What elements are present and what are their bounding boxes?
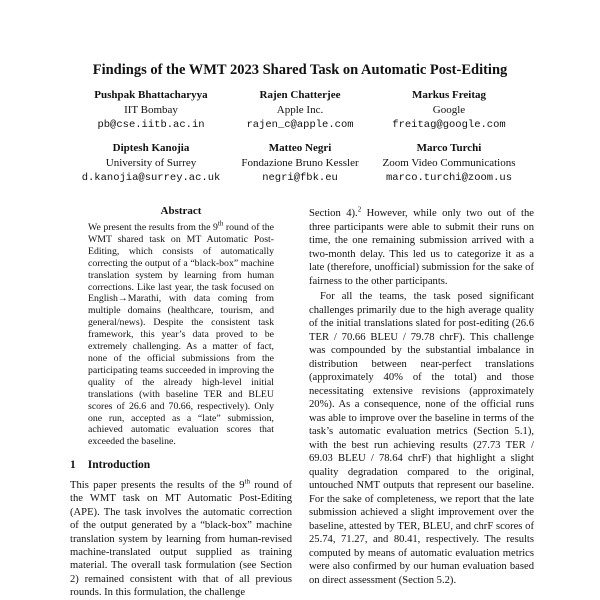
abstract-text-rest: round of the WMT shared task on MT Automatic Post-Editing, which consists of automatically correcting the output of a “black-box” machine translation system by learning from human corrections. Like last year, the task focused on English→Marathi, with data coming from multiple domains (healthcare, tourism, and general/news). Despite the consistent task framework, this year’s data proved to be extremely challenging. As a matter of fact, none of the official submissions from the participating teams succeeded in improving the quality of the already high-level initial translations (with baseline TER and BLEU scores of 26.6 and 70.66, respectively). Only one run, accepted as a “late” submission, achieved automatic evaluation scores that exceeded the baseline.: [88, 222, 274, 448]
author-block: [354, 88, 544, 133]
author-name: Markus Freitag: [411, 89, 487, 101]
intro-paragraph: [70, 479, 292, 600]
paragraph-text-rest: However, while only two out of the three participants were able to submit their runs on time, the one remaining submission arrived with a two-month delay. This led us to categorize it as a late (therefore, unofficial) submission for the sake of fairness to the other participants.: [309, 208, 534, 287]
intro-text-start: This paper presents the results of the 9: [70, 480, 245, 491]
author-affiliation: Zoom Video Communications: [382, 157, 516, 169]
author-email[interactable]: rajen_c@apple.com: [246, 119, 354, 131]
author-email[interactable]: freitag@google.com: [392, 119, 506, 131]
footnote-marker[interactable]: 2: [357, 205, 362, 214]
author-email[interactable]: negri@fbk.eu: [262, 172, 338, 184]
author-email[interactable]: marco.turchi@zoom.us: [385, 172, 513, 184]
author-affiliation: Fondazione Bruno Kessler: [241, 157, 359, 169]
right-column: [309, 207, 534, 587]
section-title: Introduction: [87, 459, 151, 471]
right-paragraph-1: [309, 207, 534, 288]
abstract-heading: Abstract: [160, 205, 202, 217]
intro-text-rest: round of the WMT task on MT Automatic Post-Editing (APE). The task involves the automatic correction of the output generated by a “black-box” machine translation system by learning from human-revised machine-translated output supplied as training material. The overall task formulation (see Section 2) remained consistent with that of all previous rounds. In this formulation, the challenge: [70, 480, 292, 599]
section-heading: [70, 459, 150, 471]
author-affiliation: University of Surrey: [105, 157, 197, 169]
author-name: Matteo Negri: [268, 142, 332, 154]
section-number: 1: [70, 459, 76, 471]
paper-title: Findings of the WMT 2023 Shared Task on Automatic Post-Editing: [92, 62, 508, 78]
intro-ordinal-suffix: th: [244, 479, 250, 486]
author-name: Rajen Chatterjee: [259, 89, 341, 101]
author-email[interactable]: pb@cse.iitb.ac.in: [97, 119, 205, 131]
author-name: Marco Turchi: [416, 142, 482, 154]
author-name: Diptesh Kanojia: [112, 142, 190, 154]
author-affiliation: Google: [432, 104, 466, 116]
author-affiliation: Apple Inc.: [276, 104, 324, 116]
abstract-ordinal-suffix: th: [217, 219, 224, 228]
author-affiliation: IIT Bombay: [124, 104, 178, 116]
paragraph-text-start: Section 4).: [309, 208, 358, 219]
author-block: [354, 141, 544, 186]
abstract-body: [88, 219, 274, 448]
author-name: Pushpak Bhattacharyya: [94, 89, 208, 101]
right-paragraph-2: For all the teams, the task posed significant challenges primarily due to the high average quality of the initial translations slated for post-editing (26.6 TER / 70.66 BLEU / 79.78 chrF). This challenge was compounded by the substantial imbalance in distribution between near-perfect translations (approximately 40% of the total) and those necessitating extensive revisions (approximately 20%). As a consequence, none of the official runs was able to improve over the baseline in terms of the task’s automatic evaluation metrics (Section 5.1), with the best run achieving results (27.73 TER / 69.03 BLEU / 78.64 chrF) that highlight a slight quality degradation compared to the original, untouched NMT outputs that represent our baseline. For the sake of completeness, we report that the late submission achieved a slight improvement over the baseline, attested by TER, BLEU, and chrF scores of 25.74, 71.27, and 80.41, respectively. The results computed by means of automatic evaluation metrics were also confirmed by our human evaluation based on direct assessment (Section 5.2).: [309, 291, 534, 586]
abstract-text-start: We present the results from the 9: [88, 222, 218, 233]
author-email[interactable]: d.kanojia@surrey.ac.uk: [81, 172, 221, 184]
